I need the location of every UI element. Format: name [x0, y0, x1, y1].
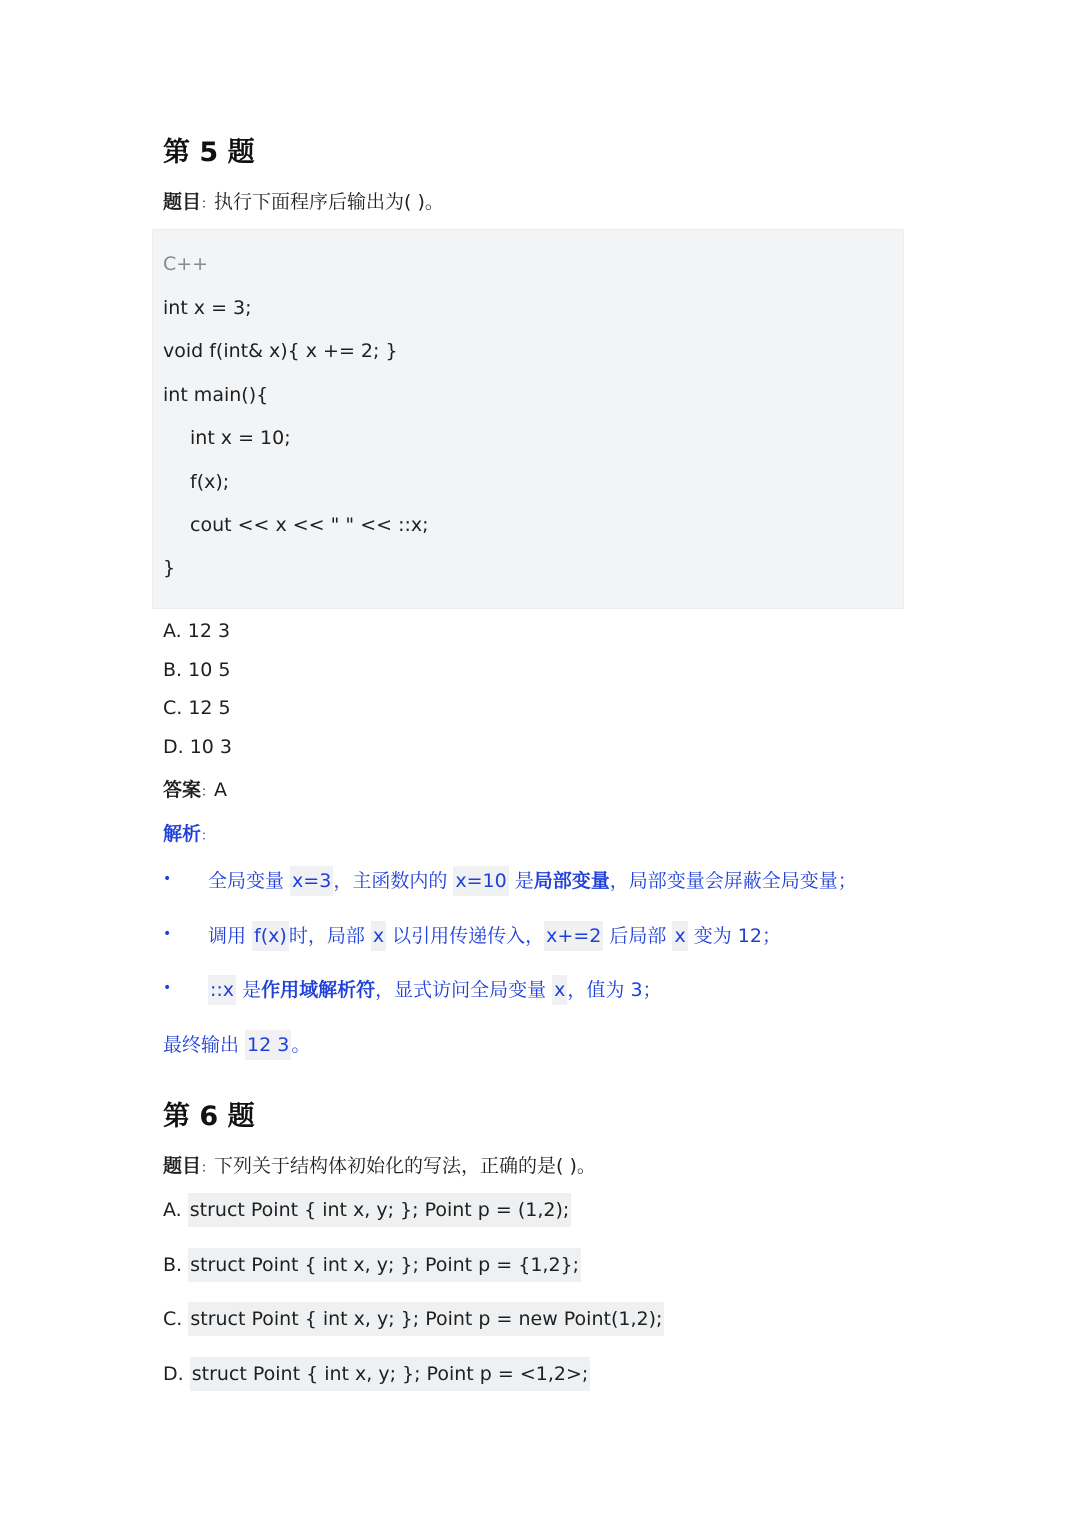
- q5-analysis-sep: ：: [201, 829, 215, 844]
- q6-option-a-letter: A.: [163, 1199, 188, 1221]
- analysis-bullet-2: [208, 921, 781, 948]
- q6-prompt-sep: ：: [201, 1161, 215, 1176]
- code-line-5: f(x);: [190, 471, 230, 493]
- b2-text-5: 变为 12；: [687, 925, 781, 947]
- code-line-4: int x = 10;: [190, 427, 291, 449]
- b2-text-3: 以引用传递传入，: [386, 925, 545, 947]
- q5-answer-value: A: [214, 779, 228, 801]
- code-language-label: C++: [163, 253, 209, 275]
- q6-option-b: [163, 1254, 581, 1276]
- b2-code-x: x: [371, 921, 386, 951]
- bullet-1-dot: •: [163, 871, 172, 887]
- b2-text-1: 调用: [208, 925, 253, 947]
- q5-prompt: [163, 187, 444, 214]
- q6-option-d-letter: D.: [163, 1363, 190, 1385]
- q6-option-d: [163, 1363, 590, 1385]
- q5-answer-label: 答案: [163, 779, 202, 801]
- q5-option-a: A. 12 3: [163, 620, 231, 642]
- q5-option-b: B. 10 5: [163, 659, 231, 681]
- final-text-1: 最终输出: [163, 1034, 246, 1056]
- b3-strong-scope-op: 作用域解析符: [261, 979, 376, 1001]
- q6-option-d-code: struct Point { int x, y; }; Point p = <1,2>;: [190, 1357, 591, 1391]
- bullet-3-dot: •: [163, 980, 172, 996]
- q5-analysis-label: 解析: [163, 823, 202, 845]
- q6-option-c: [163, 1308, 664, 1330]
- b2-code-fx: f(x): [252, 921, 289, 951]
- q6-option-a-code: struct Point { int x, y; }; Point p = (1,2);: [188, 1193, 572, 1227]
- final-code-output: 12 3: [245, 1030, 291, 1060]
- b1-strong-local-var: 局部变量: [533, 870, 610, 892]
- q5-option-d: D. 10 3: [163, 736, 233, 758]
- b3-code-x: x: [552, 975, 567, 1005]
- code-line-6: cout << x << " " << ::x;: [190, 514, 429, 536]
- q5-prompt-sep: ：: [201, 197, 215, 212]
- q5-answer-sep: ：: [201, 785, 215, 800]
- code-block: [152, 229, 904, 609]
- q5-prompt-label: 题目: [163, 191, 202, 213]
- b1-code-x3: x=3: [290, 866, 333, 896]
- q5-option-c: C. 12 5: [163, 697, 231, 719]
- b1-text-2: ，主函数内的: [333, 870, 454, 892]
- q6-option-a: [163, 1199, 571, 1221]
- analysis-final: [163, 1030, 310, 1057]
- analysis-bullet-3: [208, 975, 662, 1002]
- q5-analysis-heading: [163, 819, 214, 846]
- b3-text-3: ，值为 3；: [567, 979, 662, 1001]
- b2-text-4: 后局部: [603, 925, 673, 947]
- q6-option-c-code: struct Point { int x, y; }; Point p = new Point(1,2);: [188, 1302, 664, 1336]
- q6-option-c-letter: C.: [163, 1308, 189, 1330]
- q5-prompt-text: 执行下面程序后输出为( )。: [214, 191, 444, 213]
- b2-code-x-2: x: [672, 921, 687, 951]
- b3-text-1: 是: [236, 979, 262, 1001]
- q6-option-b-code: struct Point { int x, y; }; Point p = {1,2};: [188, 1248, 581, 1282]
- b2-text-2: 时，局部: [288, 925, 371, 947]
- q6-prompt-label: 题目: [163, 1155, 202, 1177]
- bullet-2-dot: •: [163, 926, 172, 942]
- b2-code-xplus2: x+=2: [544, 921, 603, 951]
- code-line-1: int x = 3;: [163, 297, 252, 319]
- b1-text-3: 是: [508, 870, 534, 892]
- analysis-bullet-1: [208, 866, 857, 893]
- b1-text-4: ，局部变量会屏蔽全局变量；: [609, 870, 857, 892]
- b1-code-x10: x=10: [453, 866, 508, 896]
- q6-option-b-letter: B.: [163, 1254, 189, 1276]
- b3-text-2: ，显式访问全局变量: [375, 979, 553, 1001]
- q6-heading: 第 6 题: [163, 1101, 255, 1132]
- code-line-7: }: [163, 557, 176, 579]
- q5-answer: [163, 775, 227, 802]
- b3-code-scope-x: ::x: [208, 975, 236, 1005]
- q6-prompt-text: 下列关于结构体初始化的写法，正确的是( )。: [214, 1155, 596, 1177]
- q5-heading: 第 5 题: [163, 137, 255, 168]
- b1-text-1: 全局变量: [208, 870, 291, 892]
- code-line-3: int main(){: [163, 384, 269, 406]
- final-text-2: 。: [291, 1034, 311, 1056]
- q6-prompt: [163, 1151, 596, 1178]
- code-line-2: void f(int& x){ x += 2; }: [163, 340, 398, 362]
